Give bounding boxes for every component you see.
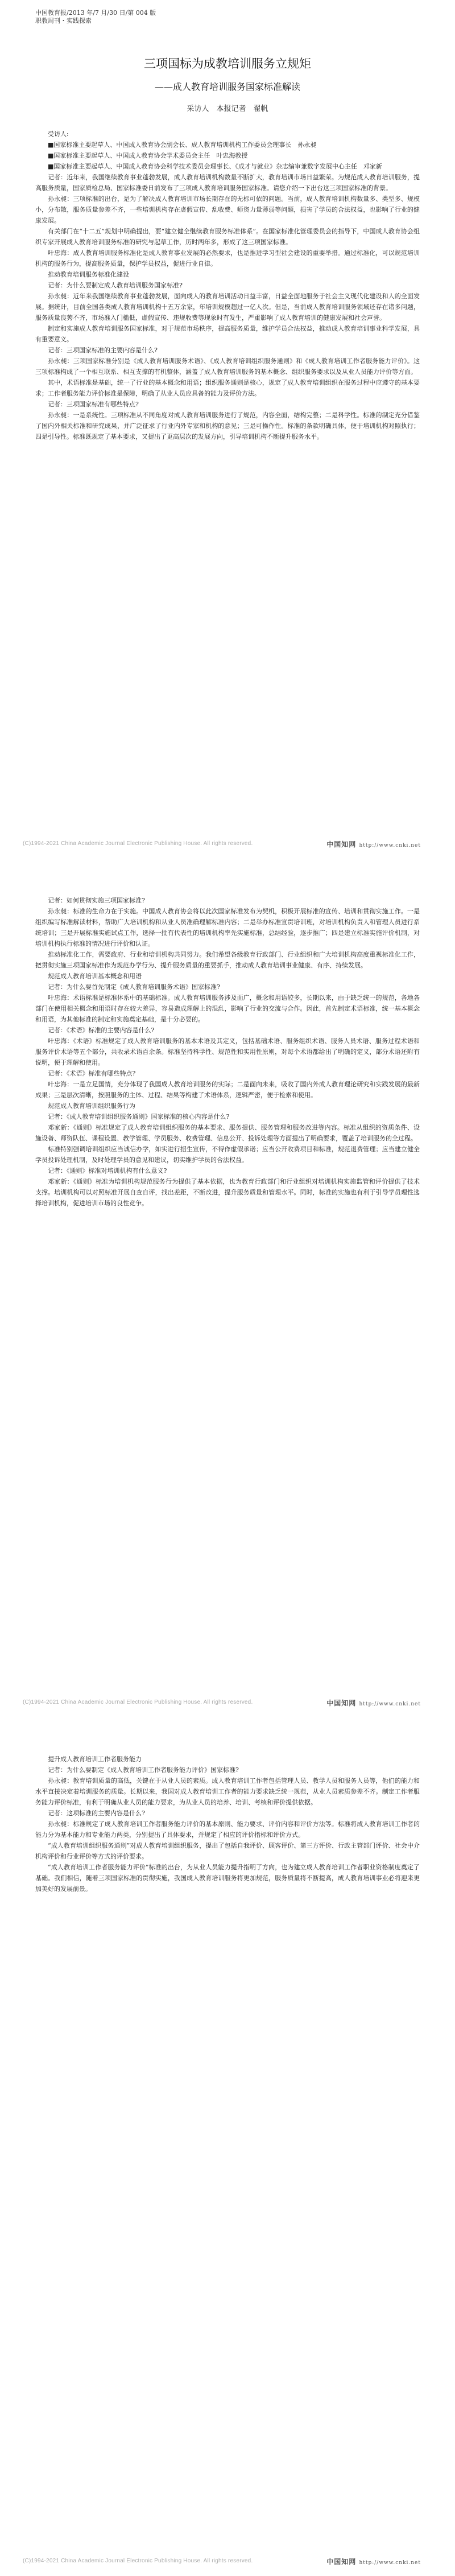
column-line: 职教周刊・实践探索 [35,17,92,24]
page-3 [0,1717,455,2576]
paragraph: 孙永昶：教育培训质量的高低，关键在于从业人员的素质。成人教育培训工作者包括管理人员、教学人员和服务人员等，他们的能力和水平直接决定着培训服务的质量。长期以来，我国对成人教育培训工作者的能力要求缺乏统一规范，从业人员素质参差不齐。制定工作者服务能力评价标准，有利于明确从业人员的能力要求，为从业人员的培养、培训、考核和评价提供依据。 [35,1777,420,1806]
source-line: 中国教育报/2013 年/7 月/30 日/第 004 版 [35,9,156,17]
paragraph: 叶忠海：一是立足国情，充分体现了我国成人教育培训服务的实际；二是面向未来，吸收了国内外成人教育理论研究和实践发展的最新成果；三是层次清晰，按照服务的主体、过程、结果等构建了术语体系，逻辑严密，便于检索和使用。 [35,1081,420,1099]
paragraph: 记者：《通则》标准对培训机构有什么意义? [48,1167,167,1174]
paragraph: 受访人: [48,130,69,138]
paragraph: 记者：为什么要首先制定《成人教育培训服务术语》国家标准? [48,983,220,991]
paragraph: 记者：《术语》标准有哪些特点? [48,1070,136,1077]
paragraph: 推动教育培训服务标准化建设 [48,271,129,278]
article-title: 三项国标为成教培训服务立规矩 [144,57,311,71]
article-subtitle: ——成人教育培训服务国家标准解读 [154,81,300,92]
paragraph: 制定和实施成人教育培训服务国家标准，对于规范市场秩序，提高服务质量，维护学员合法权益，推动成人教育培训事业科学发展，具有重要意义。 [35,325,420,343]
cnki-logo: 中国知网 http://www.cnki.net [326,840,421,848]
page-2 [0,859,455,1717]
page-1 [0,0,455,859]
article-body-page-3 [35,1754,420,1894]
copyright-notice: (C)1994-2021 China Academic Journal Electronic Publishing House. All rights reserved. [23,840,253,847]
copyright-notice: (C)1994-2021 China Academic Journal Electronic Publishing House. All rights reserved. [23,2558,253,2564]
article-body-page-1 [35,129,420,442]
paragraph: 记者：为什么要制定成人教育培训服务国家标准? [48,282,183,289]
paragraph: 记者：这项标准的主要内容是什么? [48,1810,145,1817]
paragraph: 记者：《术语》标准的主要内容是什么? [48,1027,155,1034]
paragraph: 有关部门在“十二五”规划中明确提出，要“建立健全继续教育服务标准体系”。在国家标准化管理委员会的指导下，中国成人教育协会组织专家开展成人教育培训服务标准的研究与起草工作，历时两年多，形成了这三项国家标准。 [35,228,420,246]
paragraph: “成人教育培训工作者服务能力评价”标准的出台，为从业人员能力提升指明了方向，也为建立成人教育培训工作者职业资格制度奠定了基础。我们相信，随着三项国家标准的贯彻实施，我国成人教育培训服务将更加规范，服务质量将不断提高，成人教育培训事业必将迎来更加美好的发展前景。 [35,1864,420,1893]
article-header [35,9,156,25]
paragraph: 孙永昶：标准的生命力在于实施。中国成人教育协会将以此次国家标准发布为契机，积极开展标准的宣传、培训和贯彻实施工作。一是组织编写标准解读材料，帮助广大培训机构和从业人员准确理解标准内容；二是举办标准宣贯培训班，对培训机构负责人和管理人员进行系统培训；三是开展标准实施试点工作，选择一批有代表性的培训机构率先实施标准，总结经验，逐步推广；四是建立标准实施评价机制，对培训机构执行标准的情况进行评价和认证。 [35,908,420,947]
paragraph: 邓家新：《通则》标准规定了成人教育培训组织服务的基本要求、服务提供、服务管理和服务改进等内容。标准从组织的资质条件、设施设备、师资队伍、课程设置、教学管理、学员服务、收费管理、信息公开、投诉处理等方面提出了明确要求，覆盖了培训服务的全过程。 [35,1124,420,1142]
paragraph: 邓家新：《通则》标准为培训机构规范服务行为提供了基本依据，也为教育行政部门和行业组织对培训机构实施监管和评价提供了技术支撑。培训机构可以对照标准开展自查自评，找出差距，不断改进，提升服务质量和管理水平。同时，标准的实施也有利于引导学员理性选择培训机构，促进培训市场的良性竞争。 [35,1178,420,1207]
page-footer [0,839,455,851]
paragraph: 记者：为什么要制定《成人教育培训工作者服务能力评价》国家标准? [48,1766,239,1774]
paragraph: ■国家标准主要起草人、中国成人教育协会科学技术委员会理事长、《成才与就业》杂志编审兼数字发展中心主任 邓家新 [48,163,382,170]
paragraph: 孙永昶：一是系统性。三项标准从不同角度对成人教育培训服务进行了规范，内容全面，结构完整；二是科学性。标准的制定充分借鉴了国内外相关标准和研究成果，并广泛征求了行业内外专家和机构的意见；三是可操作性。标准的条款明确具体，便于培训机构对照执行；四是引导性。标准既规定了基本要求，又提出了更高层次的发展方向，引导培训机构不断提升服务水平。 [35,411,420,440]
cnki-logo: 中国知网 http://www.cnki.net [326,1699,421,1707]
copyright-notice: (C)1994-2021 China Academic Journal Electronic Publishing House. All rights reserved. [23,1699,253,1705]
paragraph: 孙永昶：三项标准的出台，是为了解决成人教育培训市场长期存在的无标可依的问题。当前，成人教育培训机构数量多、类型多、规模小，分布散，服务质量参差不齐，一些培训机构存在虚假宣传、乱收费、师资力量薄弱等问题，损害了学员的合法权益，也影响了行业的健康发展。 [35,195,420,224]
paragraph: 记者：如何贯彻实施三项国家标准? [48,897,145,904]
paragraph: ■国家标准主要起草人、中国成人教育协会学术委员会主任 叶忠海教授 [48,152,248,159]
paragraph: 孙永昶：标准规定了成人教育培训工作者服务能力评价的基本原则、能力要求、评价内容和评价方法等。标准将成人教育培训工作者的能力分为基本能力和专业能力两类，分别提出了具体要求，并规定了相应的评价指标和评价方式。 [35,1820,420,1839]
paragraph: 叶忠海：《术语》标准规定了成人教育培训服务的基本术语及其定义，包括基础术语、服务组织术语、服务人员术语、服务过程术语和服务评价术语等五个部分，共收录术语百余条。标准坚持科学性、规范性和实用性原则，对每个术语都给出了明确的定义，部分术语还附有说明，便于理解和使用。 [35,1037,420,1066]
paragraph: 规范成人教育培训基本概念和用语 [48,972,142,980]
paragraph: 推动标准化工作，需要政府、行业和培训机构共同努力。我们希望各级教育行政部门、行业组织和广大培训机构高度重视标准化工作，把贯彻实施三项国家标准作为规范办学行为、提升服务质量的重要抓手，推动成人教育培训事业健康、有序、持续发展。 [35,951,420,969]
paragraph: 规范成人教育培训组织服务行为 [48,1102,135,1110]
cnki-logo: 中国知网 http://www.cnki.net [326,2558,421,2566]
paragraph: 记者：《成人教育培训组织服务通则》国家标准的核心内容是什么? [48,1113,230,1120]
paragraph: 叶忠海：成人教育培训服务标准化是成人教育事业发展的必然要求，也是推进学习型社会建设的重要举措。通过标准化，可以规范培训机构的服务行为，提高服务质量，保护学员权益，促进行业自律。 [35,249,420,267]
paragraph: 记者：三项国家标准有哪些特点? [48,401,139,408]
paragraph: 记者：三项国家标准的主要内容是什么? [48,347,158,354]
paragraph: “成人教育培训组织服务通则”对成人教育培训组织服务，提出了包括自我评价、顾客评价、第三方评价、行政主管部门评价、社会中介机构评价和行业评价等方式的评价要求。 [35,1842,420,1860]
page-footer [0,1698,455,1709]
paragraph: ■国家标准主要起草人、中国成人教育协会副会长、成人教育培训机构工作委员会理事长 孙永昶 [48,141,317,149]
paragraph: 孙永昶：三项国家标准分别是《成人教育培训服务术语》、《成人教育培训组织服务通则》和《成人教育培训工作者服务能力评价》。这三项标准构成了一个相互联系、相互支撑的有机整体，涵盖了成人教育培训服务的基本概念、组织服务要求以及从业人员能力评价等方面。 [35,357,420,376]
page-footer [0,2557,455,2568]
paragraph: 记者：近年来，我国继续教育事业蓬勃发展，成人教育培训机构数量不断扩大，教育培训市场日益繁荣。为规范成人教育培训服务，提高服务质量，国家质检总局、国家标准委日前发布了三项成人教育培训服务国家标准。请您介绍一下出台这三项国家标准的背景。 [35,174,420,192]
paragraph: 孙永昶：近年来我国继续教育事业蓬勃发展，面向成人的教育培训活动日益丰富，日益全面地服务于社会主义现代化建设和人的全面发展。据统计，目前全国各类成人教育培训机构十五万余家，年培训规模超过一亿人次。但是，当前成人教育培训服务领域还存在诸多问题，服务质量良莠不齐，市场准入门槛低，虚假宣传、违规收费等现象时有发生，严重影响了成人教育培训的健康发展和社会声誉。 [35,292,420,322]
paragraph: 标准特别强调培训组织应当诚信办学，如实进行招生宣传，不得作虚假承诺；应当公开收费项目和标准，规范退费管理；应当建立健全学员投诉处理机制，及时处理学员的意见和建议，切实维护学员的合法权益。 [35,1145,420,1164]
paragraph: 提升成人教育培训工作者服务能力 [48,1755,142,1763]
paragraph: 其中，术语标准是基础，统一了行业的基本概念和用语；组织服务通则是核心，规定了成人教育培训组织在服务过程中应遵守的基本要求；工作者服务能力评价标准是保障，明确了从业人员应具备的能力及评价方法。 [35,379,420,397]
article-byline: 采访人 本报记者 翟帆 [187,105,268,113]
paragraph: 叶忠海：术语标准是标准体系中的基础标准。成人教育培训服务涉及面广，概念和用语较多，长期以来，由于缺乏统一的规范，各地各部门在使用相关概念和用语时存在较大差异，容易造成理解上的混乱，影响了行业的交流与合作。因此，首先制定术语标准，统一基本概念和用语，为其他标准的制定和实施奠定基础，是十分必要的。 [35,994,420,1023]
article-body-page-2 [35,895,420,1209]
